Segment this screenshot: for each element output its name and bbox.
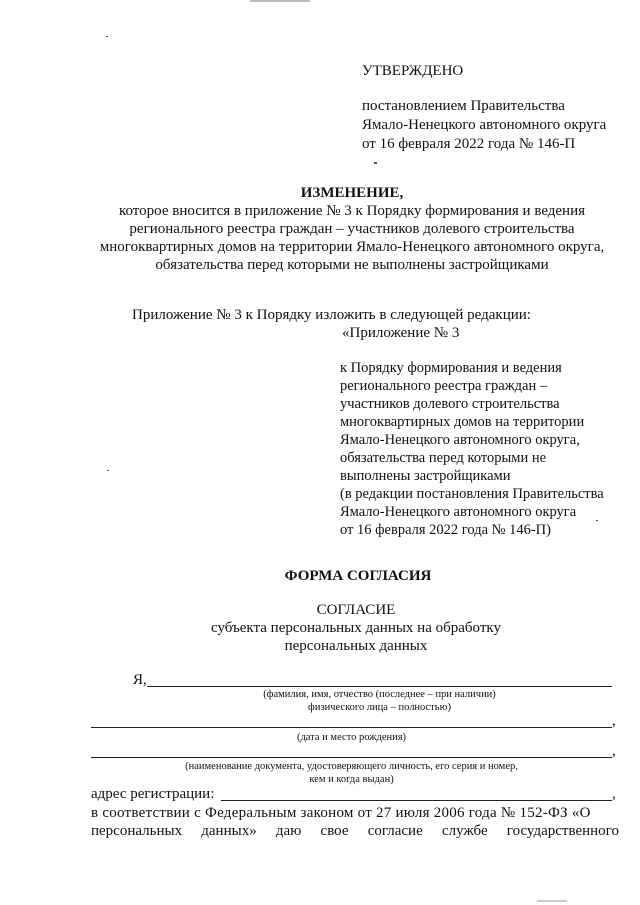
fio-field-line[interactable] <box>147 686 612 687</box>
address-comma: , <box>612 786 616 802</box>
law-word: государственного <box>506 823 619 839</box>
hint-fio-1: (фамилия, имя, отчество (последнее – при наличии) <box>263 689 496 700</box>
approval-line-2: Ямало-Ненецкого автономного округа <box>362 117 607 133</box>
document-field-line[interactable] <box>91 757 612 758</box>
appendix-ref-line: обязательства перед которыми не <box>340 450 547 466</box>
law-text-line-2 <box>91 822 619 840</box>
appendix-ref-line: Ямало-Ненецкого автономного округа, <box>340 432 580 448</box>
law-word: свое <box>320 823 349 839</box>
appendix-label: «Приложение № 3 <box>342 325 460 341</box>
law-word: службе <box>441 823 488 839</box>
birth-field-line[interactable] <box>91 727 612 728</box>
law-text-line-1: в соответствии с Федеральным законом от 27 июля 2006 года № 152-ФЗ «О <box>91 805 591 821</box>
law-word: даю <box>275 823 302 839</box>
consent-subtitle-1: субъекта персональных данных на обработку <box>211 620 501 636</box>
change-line-1: которое вносится в приложение № 3 к Порядку формирования и ведения <box>118 203 586 219</box>
appendix-ref-line: многоквартирных домов на территории <box>340 414 585 430</box>
law-word: согласие <box>367 823 423 839</box>
scan-artifact <box>596 520 598 521</box>
scan-artifact <box>537 900 567 902</box>
approval-line-1: постановлением Правительства <box>362 98 565 114</box>
scan-artifact <box>374 162 377 164</box>
scan-artifact <box>106 36 108 37</box>
change-line-2: регионального реестра граждан – участников долевого строительства <box>129 221 575 237</box>
consent-heading: СОГЛАСИЕ <box>316 602 396 618</box>
hint-fio-2: физического лица – полностью) <box>308 702 451 713</box>
document-comma: , <box>612 743 616 759</box>
hint-birth: (дата и место рождения) <box>296 732 407 743</box>
law-word: данных» <box>201 823 257 839</box>
form-title: ФОРМА СОГЛАСИЯ <box>284 568 432 584</box>
appendix-ref-line: от 16 февраля 2022 года № 146-П) <box>340 522 551 538</box>
consent-subtitle-2: персональных данных <box>284 638 428 654</box>
approval-heading: УТВЕРЖДЕНО <box>362 63 464 79</box>
change-title: ИЗМЕНЕНИЕ, <box>300 185 404 201</box>
scan-artifact <box>250 0 310 2</box>
birth-comma: , <box>612 713 616 729</box>
address-field-line[interactable] <box>221 800 612 801</box>
law-word: персональных <box>91 823 183 839</box>
appendix-ref-line: участников долевого строительства <box>340 396 560 412</box>
instruction-text: Приложение № 3 к Порядку изложить в следующей редакции: <box>132 307 531 323</box>
hint-document-1: (наименование документа, удостоверяющего личность, его серия и номер, <box>185 761 518 772</box>
change-line-3: многоквартирных домов на территории Ямало-Ненецкого автономного округа, <box>99 239 605 255</box>
appendix-ref-line: регионального реестра граждан – <box>340 378 548 394</box>
scan-artifact <box>107 470 109 471</box>
change-line-4: обязательства перед которыми не выполнены застройщиками <box>155 257 549 273</box>
approval-line-3: от 16 февраля 2022 года № 146-П <box>362 136 576 152</box>
address-label: адрес регистрации: <box>91 786 215 802</box>
ya-label: Я, <box>133 672 147 688</box>
appendix-ref-line: (в редакции постановления Правительства <box>340 486 604 502</box>
appendix-ref-line: выполнены застройщиками <box>340 468 511 484</box>
hint-document-2: кем и когда выдан) <box>309 774 394 785</box>
appendix-ref-line: к Порядку формирования и ведения <box>340 360 562 376</box>
appendix-ref-line: Ямало-Ненецкого автономного округа <box>340 504 577 520</box>
